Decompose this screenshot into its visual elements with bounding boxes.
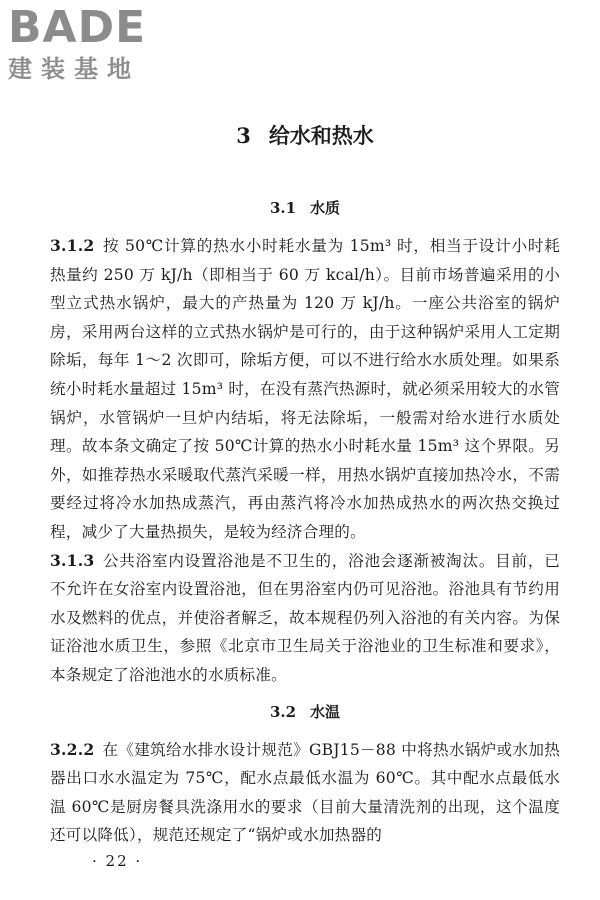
section-title-water-quality (50, 196, 560, 220)
section-title-text: 水温 (310, 702, 341, 721)
clause-number: 3.1.2 (50, 236, 95, 255)
document-page (50, 118, 560, 850)
logo-wordmark: BADE (8, 2, 147, 53)
section-number: 3.2 (269, 702, 297, 721)
section-title-water-temperature (50, 700, 560, 724)
clause-3-2-2 (50, 736, 560, 850)
chapter-number: 3 (236, 123, 251, 148)
clause-3-1-3 (50, 547, 560, 690)
section-number: 3.1 (269, 199, 297, 217)
clause-text: 按 50℃计算的热水小时耗水量为 15m³ 时，相当于设计小时耗热量约 250 万 kJ/h（即相当于 60 万 kcal/h）。目前市场普遍采用的小型立式热水锅炉，最大的产热量为 120 万 kJ/h。一座公共浴室的锅炉房，采用两台这样的立式热水锅炉是可行的，由于这种锅炉采用人工定期除垢，每年 1～2 次即可，除垢方便，可以不进行给水水质处理。如果系统小时耗水量超过 15m³ 时，在没有蒸汽热源时，就必须采用较大的水管锅炉，水管锅炉一旦炉内结垢，将无法除垢，一般需对给水进行水质处理。故本条文确定了按 50℃计算的热水小时耗水量 15m³ 这个界限。另外，如推荐热水采暖取代蒸汽采暖一样，用热水锅炉直接加热冷水，不需要经过将冷水加热成蒸汽，再由蒸汽将冷水加热成热水的两次热交换过程，减少了大量热损失，是较为经济合理的。 (50, 237, 561, 541)
page-number: · 22 · (92, 852, 143, 870)
watermark-logo (8, 4, 178, 84)
chapter-title (50, 118, 560, 154)
logo-chinese-name: 建装基地 (8, 55, 140, 83)
clause-3-1-2 (50, 232, 560, 547)
section-title-text: 水质 (310, 199, 341, 217)
clause-number: 3.2.2 (50, 739, 95, 759)
clause-number: 3.1.3 (50, 550, 95, 570)
clause-text: 公共浴室内设置浴池是不卫生的，浴池会逐渐被淘汰。目前，已不允许在女浴室内设置浴池，但在男浴室内仍可见浴池。浴池具有节约用水及燃料的优点，并使浴者解乏，故本规程仍列入浴池的有关内容。为保证浴池水质卫生，参照《北京市卫生局关于浴池业的卫生标准和要求》，本条规定了浴池池水的水质标准。 (50, 551, 560, 684)
chapter-title-text: 给水和热水 (268, 123, 374, 148)
clause-text: 在《建筑给水排水设计规范》GBJ15－88 中将热水锅炉或水加热器出口水水温定为 75℃，配水点最低水温为 60℃。其中配水点最低水温 60℃是厨房餐具洗涤用水的要求（目前大量清洗剂的出现，这个温度还可以降低），规范还规定了“锅炉或水加热器的 (50, 740, 560, 845)
